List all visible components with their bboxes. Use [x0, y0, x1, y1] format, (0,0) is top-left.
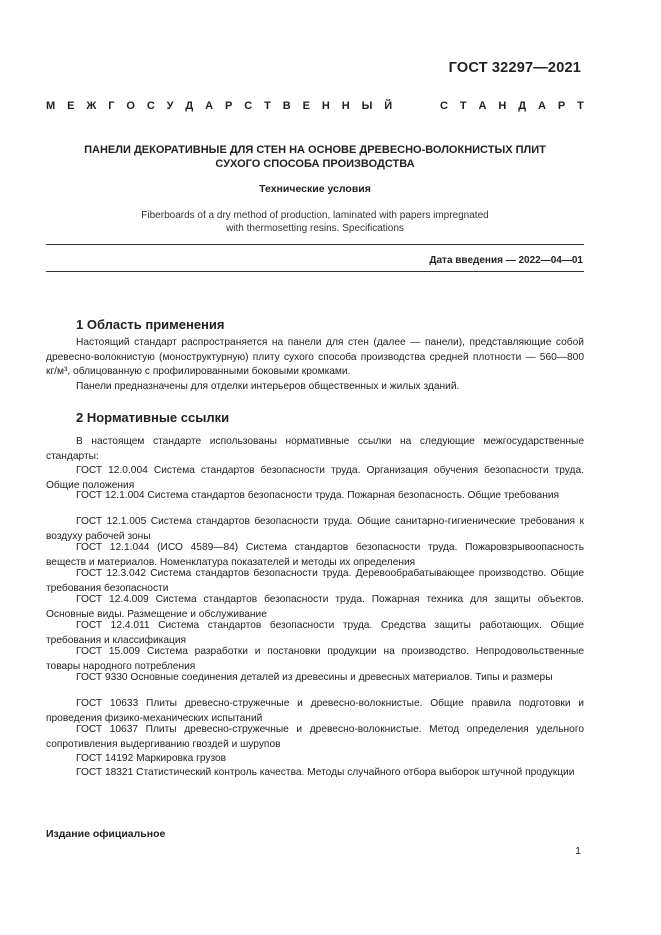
interstate-letter: Т: [459, 100, 467, 112]
reference-item: ГОСТ 9330 Основные соединения деталей из древесины и древесных материалов. Типы и размеры: [76, 672, 553, 683]
interstate-letter: С: [244, 100, 253, 112]
divider-top: [46, 244, 584, 245]
reference-item: ГОСТ 10637 Плиты древесно-стружечные и древесно-волокнистые. Метод определения удельного сопротивления выдергиванию гвоздей и шурупов: [46, 724, 584, 750]
reference-item: ГОСТ 12.1.044 (ИСО 4589—84) Система стандартов безопасности труда. Пожаровзрывоопасность веществ и материалов. Номенклатура показателей и методы их определения: [46, 542, 584, 568]
section-1-paragraph-1: Настоящий стандарт распространяется на панели для стен (далее — панели), представляющие собой древесно-волокнистую (моноструктурную) плиту сухого способа производства средней плотности — 560—800 кг/м³, облицованную с профилированными боковыми кромками.: [46, 337, 584, 378]
interstate-letter: Д: [518, 100, 527, 112]
interstate-letter: У: [166, 100, 174, 112]
interstate-letter: О: [126, 100, 135, 112]
interstate-letter: Ж: [86, 100, 97, 112]
interstate-letter: Й: [384, 100, 393, 112]
interstate-letter: Д: [185, 100, 194, 112]
interstate-letter: Е: [67, 100, 75, 112]
reference-item: ГОСТ 15.009 Система разработки и постановки продукции на производство. Непродовольственные товары народного потребления: [46, 646, 584, 672]
page-number: 1: [575, 845, 581, 857]
interstate-letter: С: [440, 100, 448, 112]
document-number: ГОСТ 32297—2021: [448, 60, 581, 76]
interstate-letter: С: [146, 100, 155, 112]
interstate-letter: Н: [341, 100, 350, 112]
reference-item: ГОСТ 12.3.042 Система стандартов безопасности труда. Деревообрабатывающее производство. Общие требования безопасности: [46, 568, 584, 594]
interstate-standard-banner: [46, 100, 584, 112]
document-subtitle: Технические условия: [259, 183, 371, 195]
interstate-letter: Т: [577, 100, 584, 112]
english-title-line-1: Fiberboards of a dry method of production, laminated with papers impregnated: [141, 210, 489, 221]
title-line-1: ПАНЕЛИ ДЕКОРАТИВНЫЕ ДЛЯ СТЕН НА ОСНОВЕ ДРЕВЕСНО-ВОЛОКНИСТЫХ ПЛИТ: [84, 144, 546, 156]
reference-item: ГОСТ 10633 Плиты древесно-стружечные и древесно-волокнистые. Общие правила подготовки и проведения физико-механических испытаний: [46, 698, 584, 724]
interstate-letter: А: [478, 100, 487, 112]
interstate-letter: М: [46, 100, 56, 112]
interstate-letter: Т: [264, 100, 271, 112]
title-line-2: СУХОГО СПОСОБА ПРОИЗВОДСТВА: [215, 158, 415, 170]
interstate-gap: [404, 100, 428, 112]
section-1-heading: 1 Область применения: [76, 317, 225, 332]
interstate-letter: В: [282, 100, 291, 112]
interstate-letter: Р: [225, 100, 233, 112]
introduction-date: Дата введения — 2022—04—01: [429, 255, 583, 266]
reference-item: ГОСТ 12.4.011 Система стандартов безопасности труда. Средства защиты работающих. Общие требования и классификация: [46, 620, 584, 646]
section-2-heading: 2 Нормативные ссылки: [76, 410, 230, 425]
interstate-letter: А: [537, 100, 546, 112]
interstate-letter: А: [205, 100, 214, 112]
english-title: [46, 209, 584, 235]
divider-bottom: [46, 271, 584, 272]
document-title: [46, 143, 584, 171]
reference-item: ГОСТ 12.4.009 Система стандартов безопасности труда. Пожарная техника для защиты объектов. Основные виды. Размещение и обслуживание: [46, 594, 584, 620]
reference-item: ГОСТ 12.1.005 Система стандартов безопасности труда. Общие санитарно-гигиенические требования к воздуху рабочей зоны: [46, 516, 584, 542]
section-1-paragraph-2: Панели предназначены для отделки интерьеров общественных и жилых зданий.: [76, 381, 460, 392]
interstate-letter: Р: [557, 100, 566, 112]
english-title-line-2: with thermosetting resins. Specifications: [226, 223, 404, 234]
reference-item: ГОСТ 14192 Маркировка грузов: [76, 753, 227, 764]
interstate-letter: Н: [498, 100, 507, 112]
interstate-letter: Ы: [361, 100, 373, 112]
reference-item: ГОСТ 18321 Статистический контроль качества. Методы случайного отбора выборок штучной продукции: [76, 767, 575, 778]
interstate-letter: Н: [321, 100, 330, 112]
interstate-letter: Г: [108, 100, 115, 112]
section-2-intro: В настоящем стандарте использованы нормативные ссылки на следующие межгосударственные стандарты:: [46, 436, 584, 462]
official-edition-label: Издание официальное: [46, 828, 166, 840]
reference-item: ГОСТ 12.0.004 Система стандартов безопасности труда. Организация обучения безопасности труда. Общие положения: [46, 465, 584, 491]
reference-item: ГОСТ 12.1.004 Система стандартов безопасности труда. Пожарная безопасность. Общие требования: [76, 490, 560, 501]
interstate-letter: Е: [302, 100, 310, 112]
